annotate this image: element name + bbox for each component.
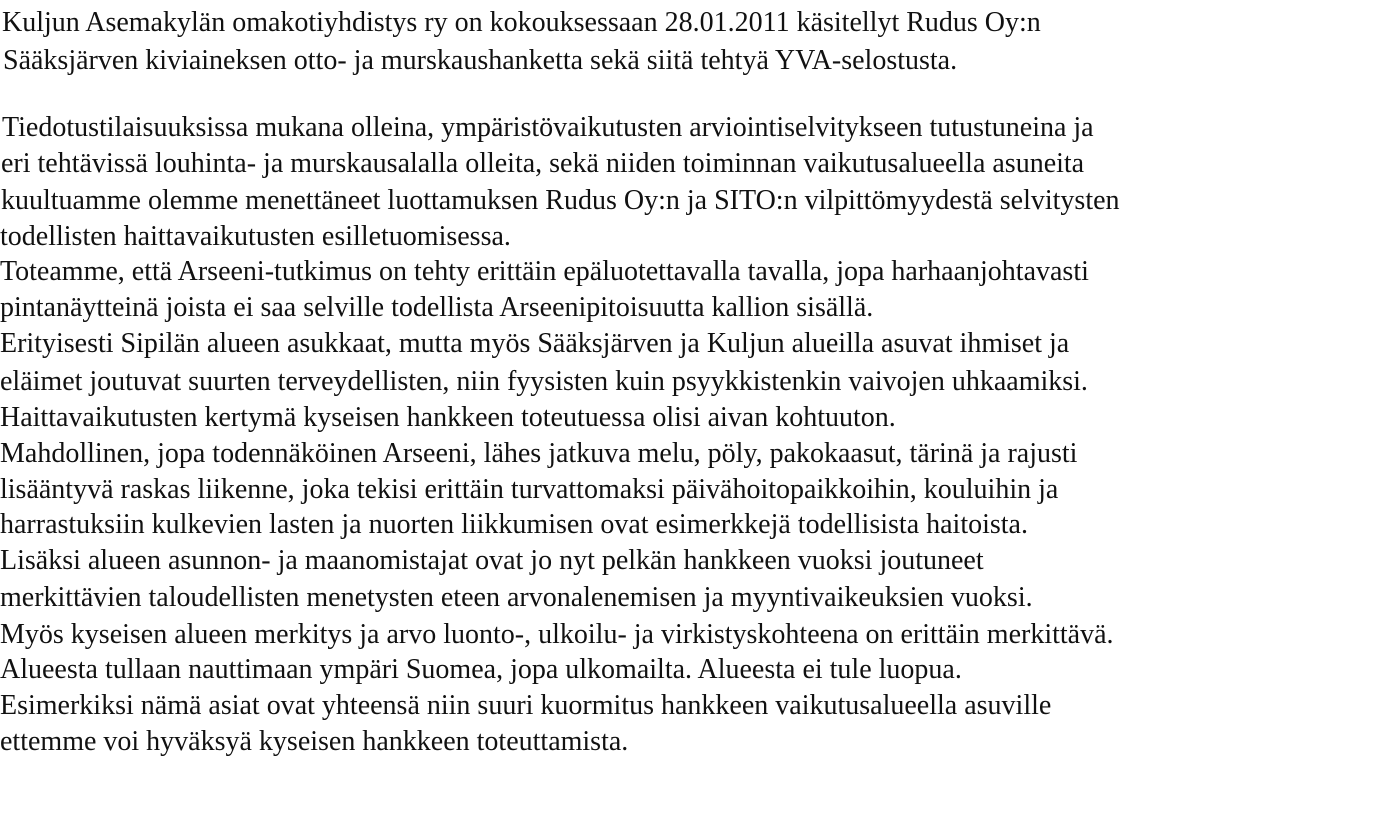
body-line: Erityisesti Sipilän alueen asukkaat, mutta myös Sääksjärven ja Kuljun alueilla asuvat ihmiset ja (0, 328, 1070, 359)
body-line: lisääntyvä raskas liikenne, joka tekisi erittäin turvattomaksi päivähoitopaikkoihin, kouluihin ja (0, 474, 1059, 505)
body-line: merkittävien taloudellisten menetysten eteen arvonalenemisen ja myyntivaikeuksien vuoksi. (0, 582, 1033, 613)
body-line: todellisten haittavaikutusten esilletuomisessa. (0, 221, 511, 252)
body-line: Mahdollinen, jopa todennäköinen Arseeni, lähes jatkuva melu, pöly, pakokaasut, tärinä ja rajusti (0, 438, 1078, 469)
body-line: Toteamme, että Arseeni-tutkimus on tehty erittäin epäluotettavalla tavalla, jopa harhaanjohtavasti (0, 256, 1089, 287)
intro-line: Kuljun Asemakylän omakotiyhdistys ry on kokouksessaan 28.01.2011 käsitellyt Rudus Oy:n (2, 7, 1041, 38)
body-line: Lisäksi alueen asunnon- ja maanomistajat ovat jo nyt pelkän hankkeen vuoksi joutuneet (0, 545, 984, 576)
body-line: kuultuamme olemme menettäneet luottamuksen Rudus Oy:n ja SITO:n vilpittömyydestä selvitysten (1, 185, 1120, 216)
body-line: pintanäytteinä joista ei saa selville todellista Arseenipitoisuutta kallion sisällä. (0, 292, 874, 323)
body-line: Alueesta tullaan nauttimaan ympäri Suomea, jopa ulkomailta. Alueesta ei tule luopua. (0, 654, 962, 685)
body-line: Haittavaikutusten kertymä kyseisen hankkeen toteutuessa olisi aivan kohtuuton. (0, 402, 896, 433)
body-line: Myös kyseisen alueen merkitys ja arvo luonto-, ulkoilu- ja virkistyskohteena on erittäin merkittävä. (0, 619, 1114, 650)
body-line: ettemme voi hyväksyä kyseisen hankkeen toteuttamista. (0, 726, 629, 757)
body-line: eri tehtävissä louhinta- ja murskausalalla olleita, sekä niiden toiminnan vaikutusalueella asuneita (1, 148, 1085, 179)
body-line: Esimerkiksi nämä asiat ovat yhteensä niin suuri kuormitus hankkeen vaikutusalueella asuville (0, 690, 1052, 721)
intro-line: Sääksjärven kiviaineksen otto- ja murskaushanketta sekä siitä tehtyä YVA-selostusta. (3, 45, 958, 76)
body-line: Tiedotustilaisuuksissa mukana olleina, ympäristövaikutusten arviointiselvitykseen tutustuneina ja (2, 112, 1094, 143)
body-line: eläimet joutuvat suurten terveydellisten, niin fyysisten kuin psyykkistenkin vaivojen uhkaamiksi. (0, 366, 1088, 397)
body-line: harrastuksiin kulkevien lasten ja nuorten liikkumisen ovat esimerkkejä todellisista haitoista. (0, 509, 1028, 540)
